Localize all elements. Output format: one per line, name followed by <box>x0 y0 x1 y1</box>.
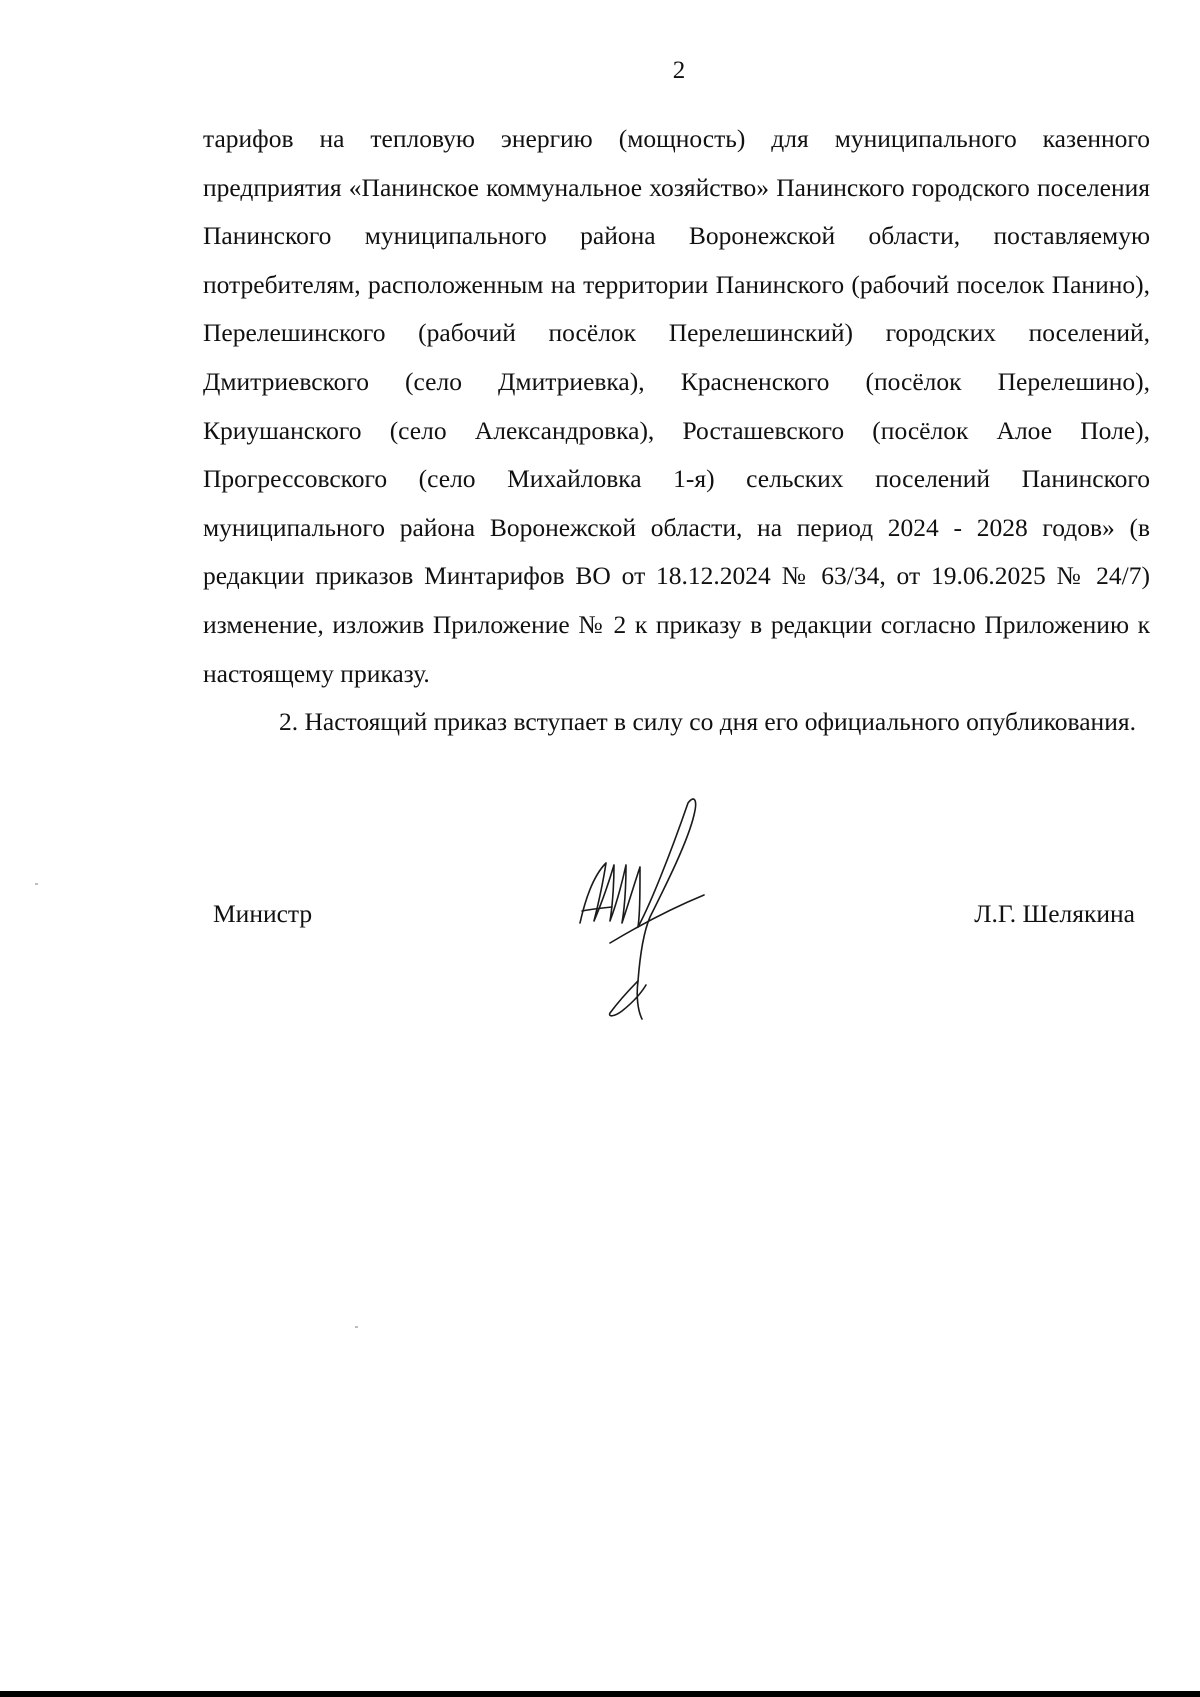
scan-bottom-edge <box>0 1691 1200 1697</box>
page-number: 2 <box>672 57 686 84</box>
scan-speck <box>355 1326 358 1328</box>
scan-speck <box>35 883 38 885</box>
signatory-title: Министр <box>213 899 313 928</box>
paragraph-continuation: тарифов на тепловую энергию (мощность) для муниципального казенного предприятия «Панинское коммунальное хозяйство» Панинского городского поселения Панинского муниципального района Воронежской области, поставляемую потребителям, расположенным на территории Панинского (рабочий поселок Панино), Перелешинского (рабочий посёлок Перелешинский) городских поселений, Дмитриевского (село Дмитриевка), Красненского (посёлок Перелешино), Криушанского (село Александровка), Росташевского (посёлок Алое Поле), Прогрессовского (село Михайловка 1-я) сельских поселений Панинского муниципального района Воронежской области, на период 2024 - 2028 годов» (в редакции приказов Минтарифов ВО от 18.12.2024 № 63/34, от 19.06.2025 № 24/7) изменение, изложив Приложение № 2 к приказу в редакции согласно Приложению к настоящему приказу. <box>203 124 1150 688</box>
handwritten-signature <box>570 795 730 1020</box>
paragraph-effective-date: 2. Настоящий приказ вступает в силу со дня его официального опубликования. <box>279 707 1136 737</box>
document-body <box>203 115 1150 747</box>
signatory-name: Л.Г. Шелякина <box>974 899 1135 928</box>
